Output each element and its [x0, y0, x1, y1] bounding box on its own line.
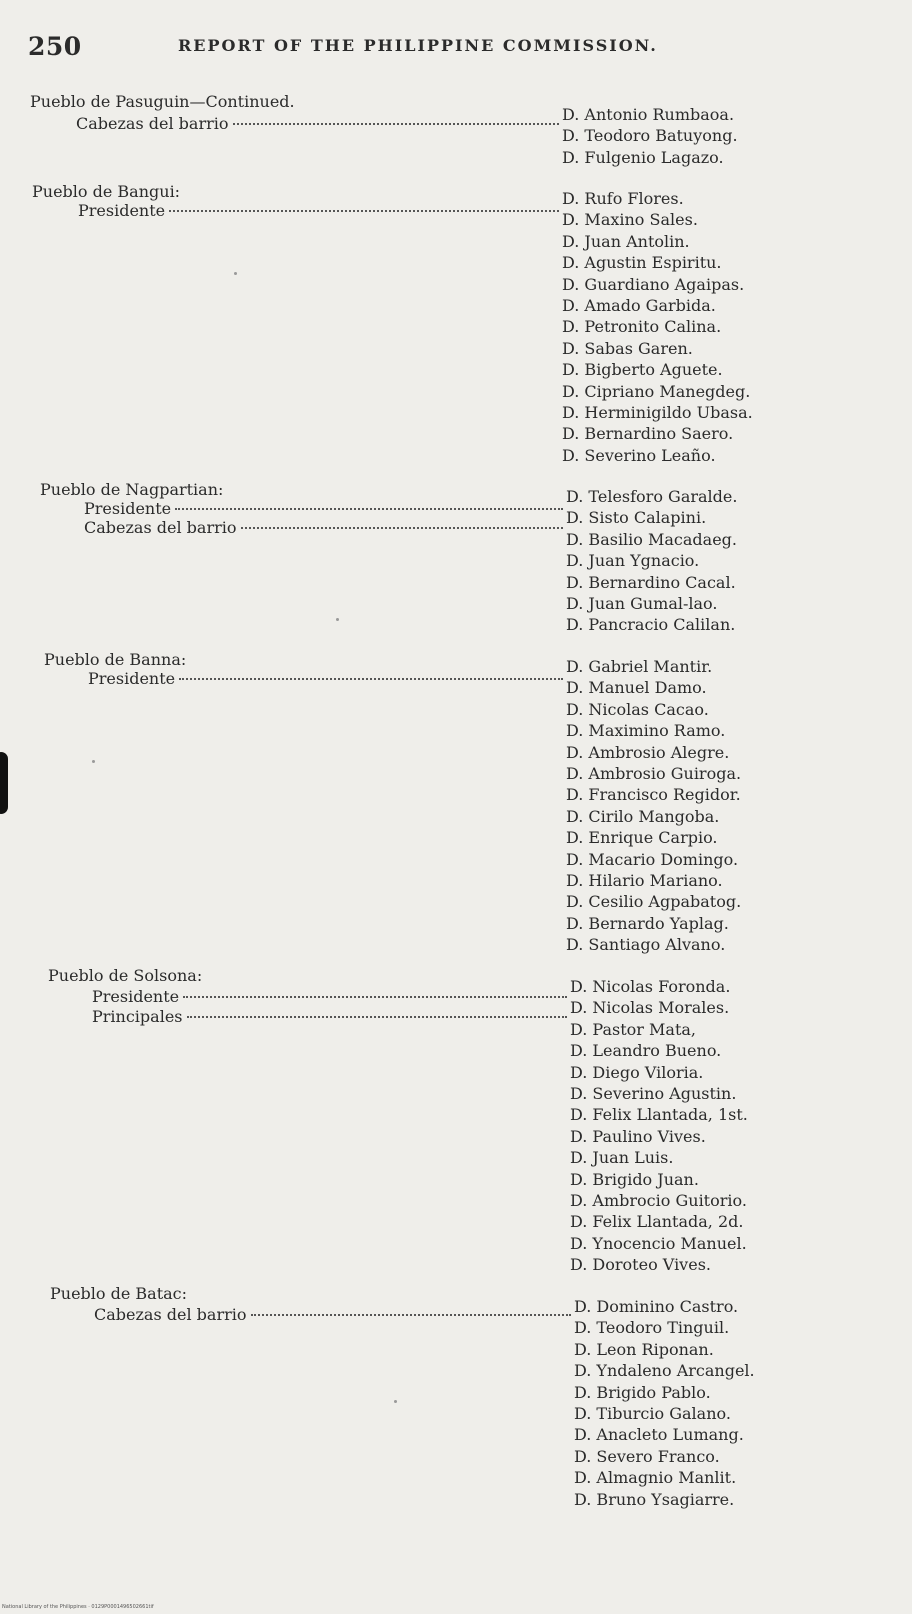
paper-speck: [92, 760, 95, 763]
name-entry: D. Sisto Calapini.: [566, 508, 707, 528]
name-entry: D. Almagnio Manlit.: [574, 1468, 737, 1488]
page-number: 250: [28, 32, 82, 61]
name-entry: D. Felix Llantada, 2d.: [570, 1212, 744, 1232]
names-list: [574, 1296, 755, 1510]
role-label: Cabezas del barrio: [84, 518, 237, 537]
name-entry: D. Yndaleno Arcangel.: [574, 1361, 755, 1381]
name-entry: D. Macario Domingo.: [566, 849, 739, 869]
name-entry: D. Anacleto Lumang.: [574, 1425, 744, 1445]
paper-speck: [394, 1400, 397, 1403]
name-entry: D. Nicolas Foronda.: [570, 977, 731, 996]
name-entry: D. Juan Ygnacio.: [566, 551, 700, 571]
name-entry: D. Cipriano Manegdeg.: [562, 381, 751, 401]
name-entry: D. Enrique Carpio.: [566, 828, 718, 848]
scan-footer: National Library of the Philippines · 0129P0001496502661tif: [2, 1604, 154, 1610]
names-list: [566, 656, 741, 955]
binding-shadow: [0, 752, 8, 814]
dot-leader: [187, 1015, 568, 1018]
name-entry: D. Cesilio Agpabatog.: [566, 892, 742, 912]
role-line: [88, 669, 566, 689]
name-entry: D. Ambrocio Guitorio.: [570, 1190, 747, 1210]
role-line: [84, 518, 566, 538]
dot-leader: [175, 507, 563, 510]
dot-leader: [169, 209, 559, 212]
name-entry: D. Antonio Rumbaoa.: [562, 105, 735, 124]
name-entry: D. Severino Leaño.: [562, 445, 716, 465]
name-entry: D. Leandro Bueno.: [570, 1041, 722, 1061]
role-label: Cabezas del barrio: [76, 114, 229, 133]
name-entry: D. Teodoro Batuyong.: [562, 126, 738, 146]
role-label: Presidente: [92, 987, 180, 1006]
name-entry: D. Guardiano Agaipas.: [562, 274, 745, 294]
name-entry: D. Bernardo Yaplag.: [566, 913, 729, 933]
name-entry: D. Ambrosio Alegre.: [566, 742, 730, 762]
pueblo-heading: Pueblo de Bangui:: [32, 182, 181, 201]
role-label: Presidente: [78, 201, 166, 220]
name-entry: D. Ambrosio Guiroga.: [566, 763, 742, 783]
name-entry: D. Leon Riponan.: [574, 1339, 714, 1359]
names-list: [570, 976, 748, 1275]
name-entry: D. Diego Viloria.: [570, 1062, 704, 1082]
page-header: [28, 32, 888, 62]
role-label: Principales: [92, 1007, 183, 1026]
name-entry: D. Ynocencio Manuel.: [570, 1233, 747, 1253]
name-entry: D. Bruno Ysagiarre.: [574, 1489, 735, 1509]
name-entry: D. Basilio Macadaeg.: [566, 529, 738, 549]
name-entry: D. Hilario Mariano.: [566, 870, 723, 890]
name-entry: D. Cirilo Mangoba.: [566, 806, 720, 826]
name-entry: D. Brigido Juan.: [570, 1169, 699, 1189]
name-entry: D. Herminigildo Ubasa.: [562, 402, 753, 422]
name-entry: D. Teodoro Tinguil.: [574, 1318, 730, 1338]
pueblo-heading: Pueblo de Pasuguin—Continued.: [30, 92, 295, 111]
pueblo-heading: Pueblo de Nagpartian:: [40, 480, 224, 499]
dot-leader: [179, 677, 563, 680]
name-entry: D. Severino Agustin.: [570, 1083, 737, 1103]
role-label: Presidente: [84, 499, 172, 518]
dot-leader: [241, 526, 564, 529]
name-entry: D. Agustin Espiritu.: [562, 253, 722, 273]
paper-speck: [336, 618, 339, 621]
name-entry: D. Maximino Ramo.: [566, 721, 726, 741]
names-list: [566, 486, 737, 636]
pueblo-heading: Pueblo de Solsona:: [48, 966, 203, 985]
name-entry: D. Dominino Castro.: [574, 1297, 739, 1316]
name-entry: D. Nicolas Cacao.: [566, 699, 709, 719]
name-entry: D. Francisco Regidor.: [566, 785, 741, 805]
paper-speck: [234, 272, 237, 275]
name-entry: D. Doroteo Vives.: [570, 1255, 711, 1275]
name-entry: D. Nicolas Morales.: [570, 998, 730, 1018]
name-entry: D. Santiago Alvano.: [566, 935, 726, 955]
name-entry: D. Bernardino Cacal.: [566, 572, 736, 592]
name-entry: D. Bernardino Saero.: [562, 424, 734, 444]
name-entry: D. Severo Franco.: [574, 1446, 720, 1466]
name-entry: D. Amado Garbida.: [562, 295, 716, 315]
pueblo-heading: Pueblo de Banna:: [44, 650, 187, 669]
name-entry: D. Rufo Flores.: [562, 189, 684, 208]
dot-leader: [233, 122, 560, 125]
running-head: REPORT OF THE PHILIPPINE COMMISSION.: [178, 36, 658, 55]
name-entry: D. Manuel Damo.: [566, 678, 707, 698]
name-entry: D. Juan Antolin.: [562, 231, 690, 251]
role-line: [92, 987, 570, 1007]
name-entry: D. Juan Gumal-lao.: [566, 593, 718, 613]
role-line: [92, 1007, 570, 1027]
name-entry: D. Tiburcio Galano.: [574, 1403, 731, 1423]
names-list: [562, 104, 738, 168]
dot-leader: [183, 995, 567, 998]
role-label: Cabezas del barrio: [94, 1305, 247, 1324]
role-line: [78, 201, 562, 221]
dot-leader: [251, 1313, 572, 1316]
role-label: Presidente: [88, 669, 176, 688]
name-entry: D. Gabriel Mantir.: [566, 657, 713, 676]
name-entry: D. Pastor Mata,: [570, 1019, 696, 1039]
pueblo-heading: Pueblo de Batac:: [50, 1284, 188, 1303]
names-list: [562, 188, 753, 466]
name-entry: D. Pancracio Calilan.: [566, 615, 736, 635]
name-entry: D. Fulgenio Lagazo.: [562, 147, 724, 167]
name-entry: D. Brigido Pablo.: [574, 1382, 711, 1402]
name-entry: D. Maxino Sales.: [562, 210, 698, 230]
name-entry: D. Paulino Vives.: [570, 1126, 706, 1146]
role-line: [84, 499, 566, 519]
role-line: [76, 114, 562, 134]
name-entry: D. Telesforo Garalde.: [566, 487, 738, 506]
name-entry: D. Sabas Garen.: [562, 338, 693, 358]
role-line: [94, 1305, 574, 1325]
name-entry: D. Petronito Calina.: [562, 317, 722, 337]
name-entry: D. Juan Luis.: [570, 1148, 674, 1168]
name-entry: D. Bigberto Aguete.: [562, 360, 723, 380]
name-entry: D. Felix Llantada, 1st.: [570, 1105, 748, 1125]
